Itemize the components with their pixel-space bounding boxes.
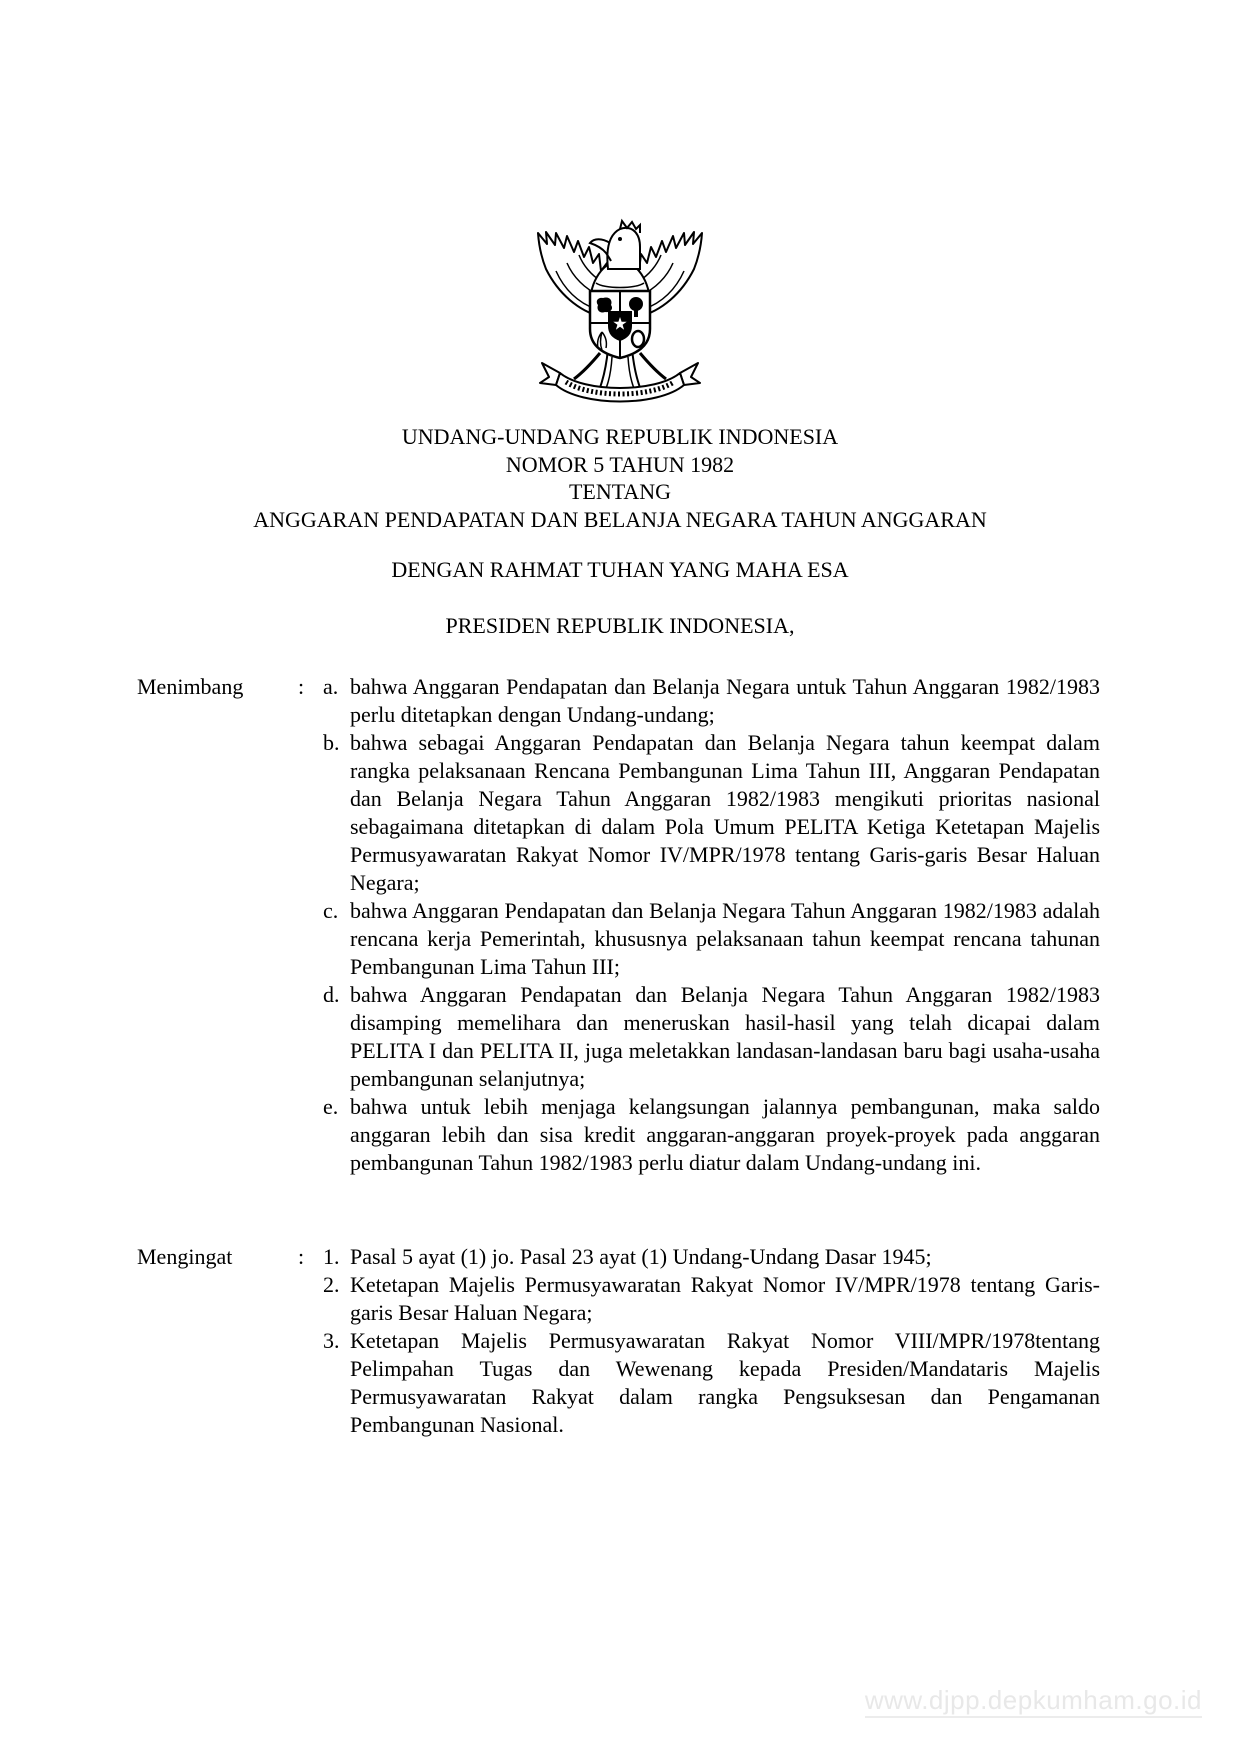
item-marker: e. [323, 1094, 339, 1119]
section-colon: : [298, 674, 305, 699]
item-marker: d. [323, 982, 340, 1007]
list-item [323, 1271, 1100, 1327]
item-marker: b. [323, 730, 340, 755]
garuda-pancasila-emblem [532, 216, 708, 418]
list-item [323, 729, 1100, 897]
item-marker: 2. [323, 1272, 340, 1297]
section-items [323, 673, 1100, 1177]
item-text: Pasal 5 ayat (1) jo. Pasal 23 ayat (1) Undang-Undang Dasar 1945; [350, 1244, 932, 1269]
item-marker: a. [323, 674, 339, 699]
item-text: bahwa sebagai Anggaran Pendapatan dan Belanja Negara tahun keempat dalam rangka pelaksanaan Rencana Pembangunan Lima Tahun III, Anggaran Pendapatan dan Belanja Negara Tahun Anggaran 1982/1983 mengikuti prioritas nasional sebagaimana ditetapkan di dalam Pola Umum PELITA Ketiga Ketetapan Majelis Permusyawaratan Rakyat Nomor IV/MPR/1978 tentang Garis-garis Besar Haluan Negara; [350, 730, 1100, 895]
item-text: Ketetapan Majelis Permusyawaratan Rakyat Nomor VIII/MPR/1978tentang Pelimpahan Tugas dan Wewenang kepada Presiden/Mandataris Majelis Permusyawaratan Rakyat dalam rangka Pengsuksesan dan Pengamanan Pembangunan Nasional. [350, 1328, 1100, 1437]
section-label: Menimbang [137, 674, 244, 699]
item-text: bahwa Anggaran Pendapatan dan Belanja Negara Tahun Anggaran 1982/1983 adalah rencana kerja Pemerintah, khususnya pelaksanaan tahun keempat rencana tahunan Pembangunan Lima Tahun III; [350, 898, 1100, 979]
list-item [323, 981, 1100, 1093]
title-line-3: TENTANG [568, 479, 672, 504]
item-marker: 1. [323, 1244, 340, 1269]
title-line-4: ANGGARAN PENDAPATAN DAN BELANJA NEGARA TAHUN ANGGARAN [253, 506, 987, 532]
list-item [323, 897, 1100, 981]
item-text: Ketetapan Majelis Permusyawaratan Rakyat Nomor IV/MPR/1978 tentang Garis-garis Besar Haluan Negara; [350, 1272, 1100, 1325]
section-mengingat [137, 1243, 1100, 1439]
item-text: bahwa untuk lebih menjaga kelangsungan jalannya pembangunan, maka saldo anggaran lebih dan sisa kredit anggaran-anggaran proyek-proyek pada anggaran pembangunan Tahun 1982/1983 perlu diatur dalam Undang-undang ini. [350, 1094, 1100, 1175]
item-marker: 3. [323, 1328, 340, 1353]
list-item [323, 1093, 1100, 1177]
issuer-line: PRESIDEN REPUBLIK INDONESIA, [445, 613, 795, 638]
list-item [323, 1327, 1100, 1439]
item-text: bahwa Anggaran Pendapatan dan Belanja Negara Tahun Anggaran 1982/1983 disamping memelihara dan meneruskan hasil-hasil yang telah dicapai dalam PELITA I dan PELITA II, juga meletakkan landasan-landasan baru bagi usaha-usaha pembangunan selanjutnya; [350, 982, 1100, 1091]
section-menimbang [137, 673, 1100, 1177]
item-marker: c. [323, 898, 339, 923]
list-item [323, 673, 1100, 729]
section-label: Mengingat [137, 1244, 233, 1269]
title-line-2: NOMOR 5 TAHUN 1982 [505, 451, 735, 477]
watermark-url: www.djpp.depkumham.go.id [865, 1687, 1202, 1718]
title-line-1: UNDANG-UNDANG REPUBLIK INDONESIA [401, 424, 839, 449]
section-colon: : [298, 1244, 305, 1269]
list-item [323, 1243, 1100, 1271]
item-text: bahwa Anggaran Pendapatan dan Belanja Negara untuk Tahun Anggaran 1982/1983 perlu ditetapkan dengan Undang-undang; [350, 674, 1100, 727]
section-items [323, 1243, 1100, 1439]
invocation-line: DENGAN RAHMAT TUHAN YANG MAHA ESA [391, 557, 849, 582]
document-title [0, 423, 1240, 533]
